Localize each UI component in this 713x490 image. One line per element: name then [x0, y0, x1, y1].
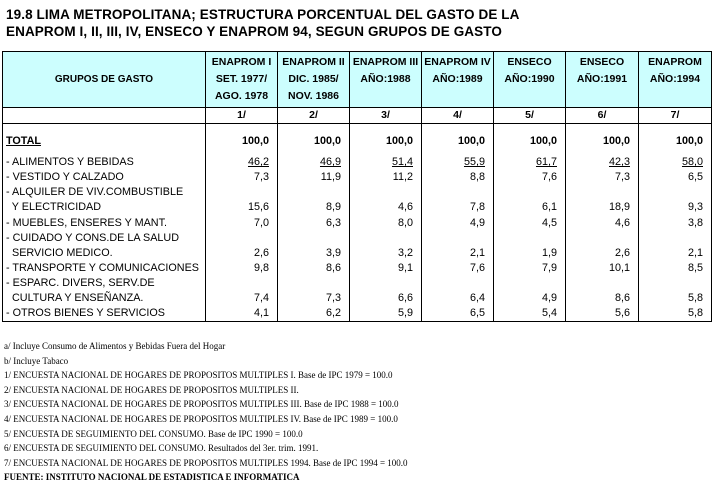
table-row [3, 200, 712, 215]
cell-value: 4,6 [350, 200, 422, 215]
cell-value: 7,3 [566, 170, 639, 185]
column-note: 1/ [206, 108, 278, 124]
row-label: CULTURA Y ENSEÑANZA. [3, 291, 206, 306]
table-row [3, 306, 712, 322]
cell-value [278, 231, 350, 246]
cell-value: 8,9 [278, 200, 350, 215]
cell-value: 8,8 [422, 170, 494, 185]
cell-value: 6,5 [422, 306, 494, 322]
table-row [3, 291, 712, 306]
cell-value: 51,4 [350, 155, 422, 170]
cell-value: 7,6 [494, 170, 566, 185]
table-row [3, 231, 712, 246]
footnote: a/ Incluye Consumo de Alimentos y Bebidas Fuera del Hogar [4, 341, 226, 351]
cell-value: 55,9 [422, 155, 494, 170]
cell-value [422, 231, 494, 246]
row-label: - MUEBLES, ENSERES Y MANT. [3, 215, 206, 230]
cell-value: 8,5 [639, 261, 712, 276]
cell-value: 100,0 [206, 134, 278, 149]
cell-value: 7,3 [206, 170, 278, 185]
table-row [3, 185, 712, 200]
cell-value: 7,8 [422, 200, 494, 215]
table-body [3, 124, 712, 322]
row-label: SERVICIO MEDICO. [3, 246, 206, 261]
cell-value [350, 231, 422, 246]
cell-value: 3,8 [639, 215, 712, 230]
cell-value: 8,6 [278, 261, 350, 276]
cell-value: 61,7 [494, 155, 566, 170]
cell-value: 3,9 [278, 246, 350, 261]
cell-value [639, 231, 712, 246]
row-label: - OTROS BIENES Y SERVICIOS [3, 306, 206, 322]
row-label: - CUIDADO Y CONS.DE LA SALUD [3, 231, 206, 246]
cell-value: 4,1 [206, 306, 278, 322]
cell-value [206, 276, 278, 291]
table-row [3, 155, 712, 170]
cell-value: 6,2 [278, 306, 350, 322]
cell-value: 4,5 [494, 215, 566, 230]
footnote: 1/ ENCUESTA NACIONAL DE HOGARES DE PROPOSITOS MULTIPLES I. Base de IPC 1979 = 100.0 [4, 370, 393, 381]
column-header: ENSECO AÑO:1991 [566, 52, 639, 108]
cell-value: 100,0 [639, 134, 712, 149]
column-note: 2/ [278, 108, 350, 124]
cell-value: 2,6 [566, 246, 639, 261]
cell-value: 6,1 [494, 200, 566, 215]
cell-value: 9,8 [206, 261, 278, 276]
cell-value: 7,3 [278, 291, 350, 306]
cell-value [278, 185, 350, 200]
column-header: ENSECO AÑO:1990 [494, 52, 566, 108]
cell-value: 1,9 [494, 246, 566, 261]
footnote: 5/ ENCUESTA DE SEGUIMIENTO DEL CONSUMO. Base de IPC 1990 = 100.0 [4, 428, 303, 439]
cell-value: 7,4 [206, 291, 278, 306]
row-label: - ALQUILER DE VIV.COMBUSTIBLE [3, 185, 206, 200]
cell-value: 7,6 [422, 261, 494, 276]
table-row [3, 276, 712, 291]
group-header: GRUPOS DE GASTO [3, 52, 206, 108]
cell-value: 5,9 [350, 306, 422, 322]
footnote: 2/ ENCUESTA NACIONAL DE HOGARES DE PROPOSITOS MULTIPLES II. [4, 384, 299, 395]
cell-value: 6,5 [639, 170, 712, 185]
cell-value: 46,9 [278, 155, 350, 170]
row-label: - ALIMENTOS Y BEBIDAS [3, 155, 206, 170]
cell-value: 5,8 [639, 306, 712, 322]
cell-value: 9,1 [350, 261, 422, 276]
cell-value: 2,6 [206, 246, 278, 261]
cell-value: 5,4 [494, 306, 566, 322]
cell-value [566, 276, 639, 291]
cell-value [206, 231, 278, 246]
row-label: - ESPARC. DIVERS, SERV.DE [3, 276, 206, 291]
table-row [3, 215, 712, 230]
cell-value: 2,1 [422, 246, 494, 261]
row-label: Y ELECTRICIDAD [3, 200, 206, 215]
cell-value: 11,2 [350, 170, 422, 185]
cell-value: 4,6 [566, 215, 639, 230]
column-header: ENAPROM I SET. 1977/ AGO. 1978 [206, 52, 278, 108]
cell-value [422, 185, 494, 200]
cell-value [566, 185, 639, 200]
cell-value [566, 231, 639, 246]
title-line-1: 19.8 LIMA METROPOLITANA; ESTRUCTURA PORCENTUAL DEL GASTO DE LA [6, 7, 520, 22]
cell-value: 3,2 [350, 246, 422, 261]
total-row [3, 134, 712, 149]
page-title [6, 6, 706, 40]
cell-value: 9,3 [639, 200, 712, 215]
cell-value [206, 185, 278, 200]
cell-value: 5,6 [566, 306, 639, 322]
table-row [3, 261, 712, 276]
cell-value [494, 276, 566, 291]
cell-value [639, 185, 712, 200]
footnotes [4, 339, 704, 485]
note-cell-empty [3, 108, 206, 124]
cell-value: 7,9 [494, 261, 566, 276]
column-note: 5/ [494, 108, 566, 124]
column-header: ENAPROM AÑO:1994 [639, 52, 712, 108]
footnote: 3/ ENCUESTA NACIONAL DE HOGARES DE PROPOSITOS MULTIPLES III. Base de IPC 1988 = 100.0 [4, 399, 399, 410]
cell-value [350, 276, 422, 291]
cell-value: 2,1 [639, 246, 712, 261]
cell-value: 11,9 [278, 170, 350, 185]
row-label: - VESTIDO Y CALZADO [3, 170, 206, 185]
cell-value [278, 276, 350, 291]
cell-value: 100,0 [350, 134, 422, 149]
column-header: ENAPROM II DIC. 1985/ NOV. 1986 [278, 52, 350, 108]
cell-value: 18,9 [566, 200, 639, 215]
cell-value: 6,6 [350, 291, 422, 306]
column-note: 3/ [350, 108, 422, 124]
footnote: b/ Incluye Tabaco [4, 355, 69, 366]
cell-value: 100,0 [278, 134, 350, 149]
cell-value [422, 276, 494, 291]
cell-value: 100,0 [494, 134, 566, 149]
cell-value [350, 185, 422, 200]
cell-value: 8,0 [350, 215, 422, 230]
footnote: 6/ ENCUESTA DE SEGUIMIENTO DEL CONSUMO. Resultados del 3er. trim. 1991. [4, 443, 319, 454]
cell-value [494, 231, 566, 246]
cell-value: 46,2 [206, 155, 278, 170]
cell-value: 5,8 [639, 291, 712, 306]
cell-value: 15,6 [206, 200, 278, 215]
cell-value: 7,0 [206, 215, 278, 230]
cell-value: 4,9 [494, 291, 566, 306]
cell-value: 8,6 [566, 291, 639, 306]
cell-value: 10,1 [566, 261, 639, 276]
cell-value: 100,0 [422, 134, 494, 149]
cell-value [494, 185, 566, 200]
row-label: TOTAL [3, 134, 206, 149]
column-note: 7/ [639, 108, 712, 124]
footnote: 4/ ENCUESTA NACIONAL DE HOGARES DE PROPOSITOS MULTIPLES IV. Base de IPC 1989 = 100.0 [4, 413, 398, 424]
table-row [3, 170, 712, 185]
cell-value: 6,4 [422, 291, 494, 306]
column-header: ENAPROM IV AÑO:1989 [422, 52, 494, 108]
column-header: ENAPROM III AÑO:1988 [350, 52, 422, 108]
cell-value: 4,9 [422, 215, 494, 230]
cell-value: 6,3 [278, 215, 350, 230]
expenditure-table [2, 51, 712, 322]
column-note: 4/ [422, 108, 494, 124]
source-line: FUENTE: INSTITUTO NACIONAL DE ESTADISTICA E INFORMATICA [4, 472, 300, 483]
row-label: - TRANSPORTE Y COMUNICACIONES [3, 261, 206, 276]
table-header [3, 52, 712, 124]
footnote: 7/ ENCUESTA NACIONAL DE HOGARES DE PROPOSITOS MULTIPLES 1994. Base de IPC 1994 = 100.0 [4, 457, 408, 468]
title-line-2: ENAPROM I, II, III, IV, ENSECO Y ENAPROM 94, SEGUN GRUPOS DE GASTO [6, 24, 502, 39]
column-note: 6/ [566, 108, 639, 124]
table-row [3, 246, 712, 261]
cell-value: 42,3 [566, 155, 639, 170]
cell-value: 58,0 [639, 155, 712, 170]
cell-value [639, 276, 712, 291]
cell-value: 100,0 [566, 134, 639, 149]
